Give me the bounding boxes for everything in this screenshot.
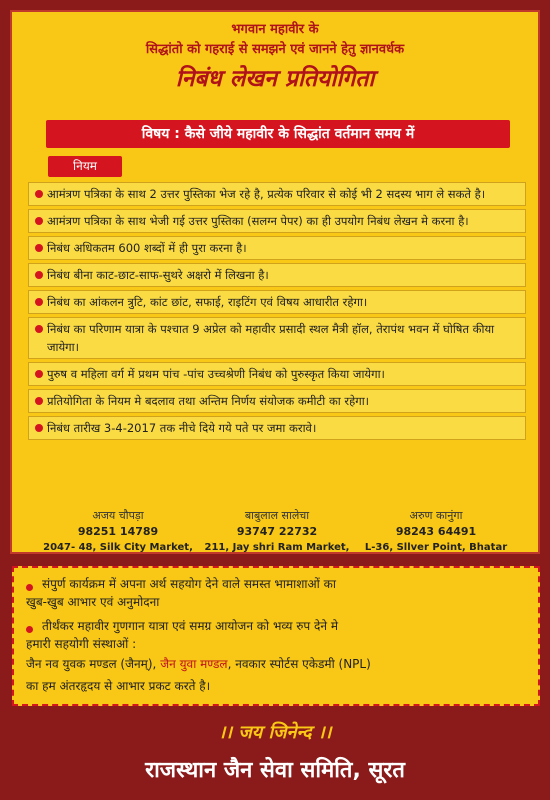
bullet-icon (35, 217, 43, 225)
thanks-line: हमारी सहयोगी संस्थाओं : (26, 637, 137, 651)
rule-item (28, 389, 526, 413)
org-name: , नवकार स्पोर्टस एकेडमी (NPL) (227, 657, 371, 671)
contact-phone: 98243 64491 (395, 525, 477, 538)
org-name-highlight: जैन युवा मण्डल (160, 657, 228, 671)
bullet-icon (26, 584, 33, 591)
bullet-icon (35, 397, 43, 405)
rule-text: निबंध बीना काट-छाट-साफ-सुथरे अक्षरो में लिखना है। (47, 268, 269, 282)
rule-item (28, 182, 526, 206)
contact-phone: 93747 22732 (236, 525, 318, 538)
rules-label: नियम (48, 156, 122, 177)
rule-item (28, 236, 526, 260)
bullet-icon (35, 370, 43, 378)
organization-name: राजस्थान जैन सेवा समिति, सूरत (145, 758, 405, 783)
rule-item (28, 290, 526, 314)
bullet-icon (35, 190, 43, 198)
rule-text: प्रतियोगिता के नियम मे बदलाव तथा अन्तिम निर्णय संयोजक कमीटी का रहेगा। (47, 394, 370, 408)
rule-item (28, 416, 526, 440)
rule-text: निबंध तारीख 3-4-2017 तक नीचे दिये गये पते पर जमा करावे। (47, 421, 317, 435)
bullet-icon (35, 271, 43, 279)
contact-address: L-36, Sllver Point, Bhatar (364, 542, 508, 553)
thanks-line: का हम अंतरहृदय से आभार प्रकट करते है। (26, 679, 211, 693)
competition-panel (10, 10, 540, 554)
contact-1 (28, 508, 208, 556)
rule-item (28, 263, 526, 287)
rule-text: आमंत्रण पत्रिका के साथ भेजी गई उत्तर पुस्तिका (सलग्न पेपर) का ही उपयोग निबंध लेखन मे करना है। (47, 214, 469, 228)
rule-item (28, 209, 526, 233)
bullet-icon (35, 424, 43, 432)
org-name: जैन नव युवक मण्डल (जैनम्), (26, 657, 157, 671)
thanks-line: खुब-खुब आभार एवं अनुमोदना (26, 595, 160, 609)
bullet-icon (35, 325, 43, 333)
rule-item (28, 362, 526, 386)
header-line-1: भगवान महावीर के (231, 22, 319, 37)
rule-text: निबंध का आंकलन त्रुटि, कांट छांट, सफाई, राइटिंग एवं विषय आधारीत रहेगा। (47, 295, 368, 309)
contact-name: बाबुलाल सालेचा (244, 509, 310, 522)
contacts (28, 508, 526, 554)
rule-item (28, 317, 526, 359)
page-title: निबंध लेखन प्रतियोगिता (175, 66, 375, 92)
thanks-line: तीर्थंकर महावीर गुणगान यात्रा एवं समग्र आयोजन को भव्य रुप देने मे (42, 619, 339, 633)
subject-banner: विषय : कैसे जीये महावीर के सिद्धांत वर्तमान समय में (46, 120, 510, 148)
bullet-icon (26, 626, 33, 633)
rules-list (28, 182, 526, 443)
bullet-icon (35, 244, 43, 252)
acknowledgement-panel (12, 566, 540, 706)
contact-address: 2047- 48, Silk City Market, (43, 542, 193, 553)
thanks-line (26, 656, 526, 673)
greeting: ।। जय जिनेन्द ।। (218, 722, 332, 743)
thanks-line: संपुर्ण कार्यक्रम में अपना अर्थ सहयोग देने वाले समस्त भामाशाओं का (42, 577, 336, 591)
header-line-2: सिद्धांतो को गहराई से समझने एवं जानने हेतु ज्ञानवर्धक (145, 42, 405, 57)
contact-name: अजय चौपड़ा (92, 509, 144, 522)
contact-2 (187, 508, 367, 556)
rule-text: निबंध अधिकतम 600 शब्दों में ही पुरा करना है। (47, 241, 247, 255)
contact-3 (346, 508, 526, 556)
rule-text: निबंध का परिणाम यात्रा के पश्चात 9 अप्रेल को महावीर प्रसादी स्थल मैत्री हॉल, तेरापंथ भवन में घोषित कीया जायेगा। (47, 322, 495, 354)
contact-address: 211, Jay shri Ram Market, (204, 542, 350, 553)
rule-text: पुरुष व महिला वर्ग में प्रथम पांच -पांच उच्चश्रेणी निबंध को पुरुस्कृत किया जायेगा। (47, 367, 385, 381)
footer (0, 708, 550, 800)
contact-name: अरुण कानुंगा (409, 509, 463, 522)
rule-text: आमंत्रण पत्रिका के साथ 2 उत्तर पुस्तिका भेज रहे है, प्रत्येक परिवार से कोई भी 2 सदस्य भाग ले सकते है। (47, 187, 486, 201)
contact-phone: 98251 14789 (77, 525, 159, 538)
bullet-icon (35, 298, 43, 306)
